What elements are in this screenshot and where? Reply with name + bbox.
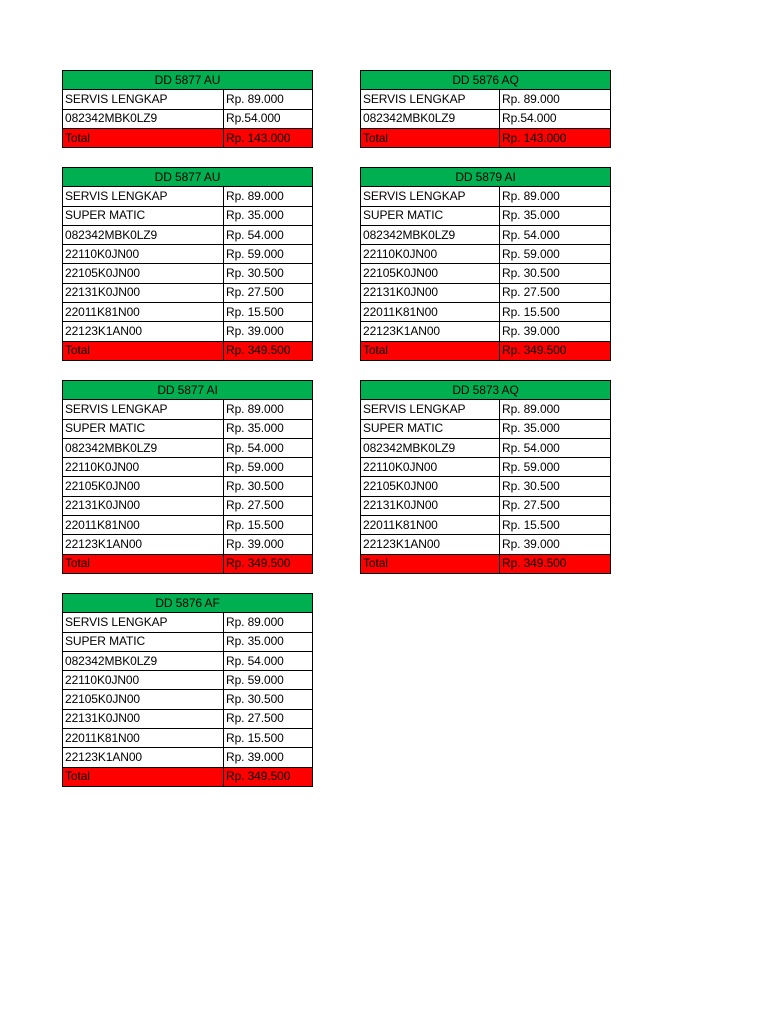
table-row: [361, 245, 611, 264]
price-cell[interactable]: Rp. 54.000: [500, 225, 611, 244]
table-row: [63, 187, 313, 206]
item-cell[interactable]: 22011K81N00: [63, 516, 224, 535]
item-cell[interactable]: 22011K81N00: [361, 303, 500, 322]
item-cell[interactable]: 22123K1AN00: [63, 322, 224, 341]
item-cell[interactable]: 22110K0JN00: [361, 458, 500, 477]
price-cell[interactable]: Rp. 35.000: [500, 206, 611, 225]
price-cell[interactable]: Rp. 89.000: [224, 613, 313, 632]
price-cell[interactable]: Rp. 39.000: [224, 322, 313, 341]
item-cell[interactable]: 22131K0JN00: [361, 283, 500, 302]
invoice-table-dd-5873-aq: [360, 380, 611, 574]
item-cell[interactable]: 22110K0JN00: [63, 458, 224, 477]
item-cell[interactable]: 082342MBK0LZ9: [63, 225, 224, 244]
item-cell[interactable]: 22011K81N00: [63, 729, 224, 748]
price-cell[interactable]: Rp. 54.000: [224, 225, 313, 244]
table-row: [361, 419, 611, 438]
table-row: [63, 458, 313, 477]
table-row: [63, 264, 313, 283]
price-cell[interactable]: Rp.54.000: [500, 109, 611, 128]
table-row: [63, 419, 313, 438]
table-title-cell[interactable]: DD 5876 AQ: [361, 71, 611, 90]
item-cell[interactable]: 22110K0JN00: [361, 245, 500, 264]
table-row: [361, 496, 611, 515]
item-cell[interactable]: 22011K81N00: [361, 516, 500, 535]
table-title-cell[interactable]: DD 5876 AF: [63, 594, 313, 613]
item-cell[interactable]: 082342MBK0LZ9: [361, 225, 500, 244]
table-row: [361, 264, 611, 283]
total-label-cell[interactable]: Total: [63, 128, 224, 147]
price-cell[interactable]: Rp. 54.000: [224, 438, 313, 457]
item-cell[interactable]: 22110K0JN00: [63, 245, 224, 264]
table-row: [63, 671, 313, 690]
table-row: [361, 90, 611, 109]
item-cell[interactable]: SERVIS LENGKAP: [361, 90, 500, 109]
item-cell[interactable]: 22105K0JN00: [63, 477, 224, 496]
price-cell[interactable]: Rp. 39.000: [500, 535, 611, 554]
total-value-cell[interactable]: Rp. 349.500: [224, 554, 313, 573]
table-title-cell[interactable]: DD 5877 AU: [63, 168, 313, 187]
table-row: [63, 632, 313, 651]
price-cell[interactable]: Rp. 59.000: [224, 245, 313, 264]
table-title-cell[interactable]: DD 5873 AQ: [361, 381, 611, 400]
price-cell[interactable]: Rp. 15.500: [500, 516, 611, 535]
item-cell[interactable]: SERVIS LENGKAP: [63, 187, 224, 206]
table-header-row: [63, 594, 313, 613]
total-value-cell[interactable]: Rp. 143.000: [224, 128, 313, 147]
price-cell[interactable]: Rp. 35.000: [224, 206, 313, 225]
table-row: [361, 516, 611, 535]
table-row: [63, 477, 313, 496]
table-row: [361, 438, 611, 457]
item-cell[interactable]: 22131K0JN00: [63, 709, 224, 728]
total-row: [361, 128, 611, 147]
price-cell[interactable]: Rp. 27.500: [500, 283, 611, 302]
total-row: [63, 128, 313, 147]
table-row: [63, 709, 313, 728]
table-row: [361, 206, 611, 225]
price-cell[interactable]: Rp. 59.000: [500, 458, 611, 477]
price-cell[interactable]: Rp. 15.500: [224, 516, 313, 535]
item-cell[interactable]: SERVIS LENGKAP: [63, 400, 224, 419]
item-cell[interactable]: 22011K81N00: [63, 303, 224, 322]
price-cell[interactable]: Rp. 35.000: [224, 632, 313, 651]
total-label-cell[interactable]: Total: [63, 554, 224, 573]
price-cell[interactable]: Rp. 54.000: [224, 651, 313, 670]
table-row: [63, 245, 313, 264]
item-cell[interactable]: 082342MBK0LZ9: [63, 651, 224, 670]
invoice-table-dd-5877-au-full: [62, 167, 313, 361]
price-cell[interactable]: Rp. 15.500: [224, 303, 313, 322]
price-cell[interactable]: Rp. 89.000: [224, 187, 313, 206]
item-cell[interactable]: SUPER MATIC: [63, 419, 224, 438]
table-row: [361, 225, 611, 244]
price-cell[interactable]: Rp. 27.500: [224, 709, 313, 728]
item-cell[interactable]: SERVIS LENGKAP: [361, 400, 500, 419]
item-cell[interactable]: 22105K0JN00: [63, 264, 224, 283]
price-cell[interactable]: Rp. 39.000: [224, 535, 313, 554]
table-row: [361, 400, 611, 419]
price-cell[interactable]: Rp. 30.500: [224, 264, 313, 283]
total-label-cell[interactable]: Total: [361, 341, 500, 360]
item-cell[interactable]: 22131K0JN00: [63, 496, 224, 515]
total-row: [63, 554, 313, 573]
total-label-cell[interactable]: Total: [63, 767, 224, 786]
item-cell[interactable]: 082342MBK0LZ9: [361, 109, 500, 128]
price-cell[interactable]: Rp. 15.500: [500, 303, 611, 322]
price-cell[interactable]: Rp. 15.500: [224, 729, 313, 748]
total-value-cell[interactable]: Rp. 349.500: [224, 767, 313, 786]
item-cell[interactable]: 082342MBK0LZ9: [63, 438, 224, 457]
total-label-cell[interactable]: Total: [63, 341, 224, 360]
price-cell[interactable]: Rp. 30.500: [224, 477, 313, 496]
price-cell[interactable]: Rp. 39.000: [224, 748, 313, 767]
table-row: [63, 283, 313, 302]
price-cell[interactable]: Rp. 27.500: [224, 496, 313, 515]
total-row: [361, 341, 611, 360]
table-row: [63, 651, 313, 670]
price-cell[interactable]: Rp. 89.000: [500, 90, 611, 109]
invoice-table-dd-5879-ai: [360, 167, 611, 361]
total-label-cell[interactable]: Total: [361, 554, 500, 573]
table-row: [361, 109, 611, 128]
table-row: [63, 206, 313, 225]
price-cell[interactable]: Rp. 54.000: [500, 438, 611, 457]
table-row: [63, 400, 313, 419]
total-value-cell[interactable]: Rp. 349.500: [500, 554, 611, 573]
price-cell[interactable]: Rp. 59.000: [500, 245, 611, 264]
total-row: [63, 767, 313, 786]
item-cell[interactable]: SUPER MATIC: [361, 206, 500, 225]
table-row: [63, 516, 313, 535]
table-row: [63, 613, 313, 632]
table-header-row: [63, 168, 313, 187]
table-row: [361, 322, 611, 341]
table-row: [63, 438, 313, 457]
table-row: [63, 303, 313, 322]
item-cell[interactable]: 22105K0JN00: [361, 477, 500, 496]
table-header-row: [63, 381, 313, 400]
table-row: [361, 535, 611, 554]
total-value-cell[interactable]: Rp. 349.500: [224, 341, 313, 360]
item-cell[interactable]: 22123K1AN00: [361, 322, 500, 341]
price-cell[interactable]: Rp. 30.500: [500, 264, 611, 283]
table-row: [361, 283, 611, 302]
table-header-row: [361, 71, 611, 90]
item-cell[interactable]: SERVIS LENGKAP: [63, 613, 224, 632]
price-cell[interactable]: Rp. 89.000: [224, 400, 313, 419]
total-row: [63, 341, 313, 360]
total-value-cell[interactable]: Rp. 143.000: [500, 128, 611, 147]
table-row: [63, 748, 313, 767]
price-cell[interactable]: Rp. 59.000: [224, 671, 313, 690]
price-cell[interactable]: Rp. 30.500: [224, 690, 313, 709]
item-cell[interactable]: SUPER MATIC: [63, 206, 224, 225]
table-row: [63, 225, 313, 244]
table-title-cell[interactable]: DD 5877 AI: [63, 381, 313, 400]
item-cell[interactable]: 22131K0JN00: [63, 283, 224, 302]
table-row: [361, 477, 611, 496]
price-cell[interactable]: Rp. 89.000: [224, 90, 313, 109]
price-cell[interactable]: Rp. 27.500: [500, 496, 611, 515]
total-label-cell[interactable]: Total: [361, 128, 500, 147]
table-row: [63, 690, 313, 709]
item-cell[interactable]: 22123K1AN00: [361, 535, 500, 554]
price-cell[interactable]: Rp. 59.000: [224, 458, 313, 477]
table-row: [63, 109, 313, 128]
price-cell[interactable]: Rp. 27.500: [224, 283, 313, 302]
price-cell[interactable]: Rp. 39.000: [500, 322, 611, 341]
table-row: [63, 535, 313, 554]
table-row: [63, 729, 313, 748]
price-cell[interactable]: Rp. 89.000: [500, 187, 611, 206]
item-cell[interactable]: 082342MBK0LZ9: [361, 438, 500, 457]
price-cell[interactable]: Rp. 30.500: [500, 477, 611, 496]
invoice-table-dd-5876-aq: [360, 70, 611, 148]
table-title-cell[interactable]: DD 5879 AI: [361, 168, 611, 187]
total-row: [361, 554, 611, 573]
item-cell[interactable]: 22110K0JN00: [63, 671, 224, 690]
price-cell[interactable]: Rp. 35.000: [500, 419, 611, 438]
invoice-table-dd-5876-af: [62, 593, 313, 787]
item-cell[interactable]: 22131K0JN00: [361, 496, 500, 515]
table-title-cell[interactable]: DD 5877 AU: [63, 71, 313, 90]
item-cell[interactable]: 082342MBK0LZ9: [63, 109, 224, 128]
item-cell[interactable]: SERVIS LENGKAP: [63, 90, 224, 109]
table-row: [361, 303, 611, 322]
item-cell[interactable]: 22123K1AN00: [63, 748, 224, 767]
table-header-row: [63, 71, 313, 90]
table-header-row: [361, 168, 611, 187]
table-header-row: [361, 381, 611, 400]
table-row: [361, 458, 611, 477]
table-row: [361, 187, 611, 206]
price-cell[interactable]: Rp.54.000: [224, 109, 313, 128]
invoice-table-dd-5877-au: [62, 70, 313, 148]
price-cell[interactable]: Rp. 35.000: [224, 419, 313, 438]
item-cell[interactable]: SUPER MATIC: [361, 419, 500, 438]
price-cell[interactable]: Rp. 89.000: [500, 400, 611, 419]
invoice-table-dd-5877-ai: [62, 380, 313, 574]
table-row: [63, 496, 313, 515]
item-cell[interactable]: SUPER MATIC: [63, 632, 224, 651]
total-value-cell[interactable]: Rp. 349.500: [500, 341, 611, 360]
table-row: [63, 322, 313, 341]
table-row: [63, 90, 313, 109]
item-cell[interactable]: 22105K0JN00: [63, 690, 224, 709]
item-cell[interactable]: 22123K1AN00: [63, 535, 224, 554]
item-cell[interactable]: SERVIS LENGKAP: [361, 187, 500, 206]
item-cell[interactable]: 22105K0JN00: [361, 264, 500, 283]
